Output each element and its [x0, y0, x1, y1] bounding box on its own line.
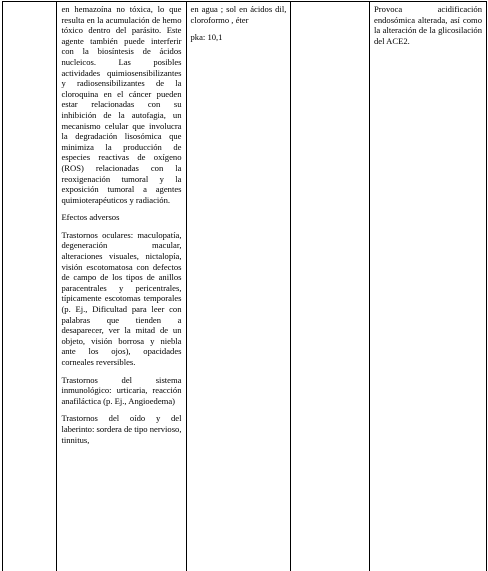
- drug-info-table: [2, 1, 487, 571]
- table-row: [3, 2, 487, 571]
- table-cell-col5: [370, 2, 487, 571]
- immune-disorders-paragraph: Trastornos del sistema inmunológico: urticaria, reacción anafiláctica (p. Ej., Angioedema): [61, 374, 182, 406]
- adverse-effects-heading: Efectos adversos: [61, 212, 120, 223]
- mechanism-paragraph: en hemazoína no tóxica, lo que resulta en la acumulación de hemo tóxico dentro del parásito. Este agente también puede interferir con la biosíntesis de ácidos nucleicos. Las posibles actividades quimiosensibilizantes y radiosensibilizantes de la cloroquina en el cáncer pueden estar relacionadas con su inhibición de la autofagia, un mecanismo celular que involucra la degradación lisosómica que minimiza la producción de especies reactivas de oxígeno (ROS) relacionadas con la reoxigenación tumoral y la exposición tumoral a agentes quimioterapéuticos y radiación.: [61, 4, 182, 205]
- ocular-disorders-paragraph: Trastornos oculares: maculopatía, degeneración macular, alteraciones visuales, nictalopía, visión escotomatosa con defectos de campo de los tipos de anillos paracentrales y pericentrales, típicamente escotomas temporales (p. Ej., Dificultad para leer con palabras que tienden a desaparecer, ver la mitad de un objeto, visión borrosa y niebla ante los ojos), opacidades corneales reversibles.: [61, 229, 182, 367]
- table-cell-col2: [57, 2, 186, 571]
- table-cell-col4: [291, 2, 370, 571]
- ace2-effect-text: Provoca acidificación endosómica alterada, así como la alteración de la glicosilación del ACE2.: [374, 4, 482, 46]
- ear-disorders-paragraph: Trastornos del oído y del laberinto: sordera de tipo nervioso, tinnitus,: [61, 413, 182, 445]
- table-cell-col3: [186, 2, 291, 571]
- pka-text: pka: 10,1: [190, 32, 223, 43]
- table-cell-col1: [3, 2, 57, 571]
- solubility-text: en agua ; sol en ácidos dil, cloroformo , éter: [190, 4, 287, 25]
